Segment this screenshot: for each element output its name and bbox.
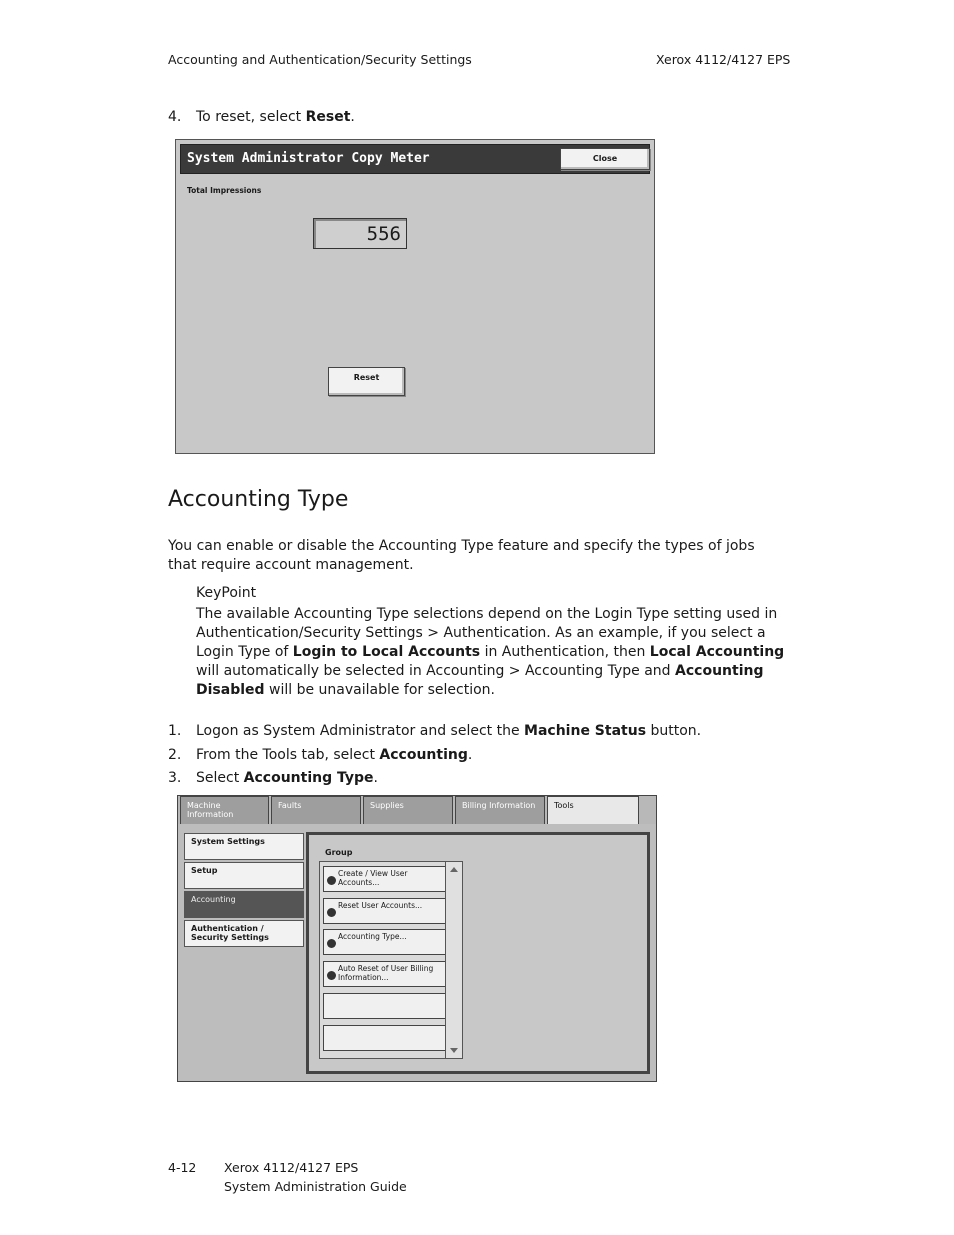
list-item-empty — [323, 993, 449, 1019]
reset-button[interactable]: Reset — [328, 367, 405, 396]
footer-line-2: System Administration Guide — [224, 1179, 407, 1194]
list-item-create-view-user-accounts[interactable]: Create / View User Accounts... — [323, 866, 449, 892]
tools-screen — [177, 795, 657, 1082]
scroll-up-icon[interactable] — [450, 867, 458, 872]
tab-supplies[interactable]: Supplies — [363, 796, 453, 824]
sidebar-item-authentication-security[interactable]: Authentication / Security Settings — [184, 920, 304, 947]
list-item-empty — [323, 1025, 449, 1051]
step-1-number: 1. — [168, 723, 182, 739]
arrow-up-icon — [327, 939, 336, 948]
total-impressions-value: 556 — [313, 218, 407, 249]
running-header-right: Xerox 4112/4127 EPS — [656, 52, 791, 67]
tools-panel — [178, 824, 656, 1081]
footer-line-1: Xerox 4112/4127 EPS — [224, 1160, 359, 1175]
step-4-number: 4. — [168, 109, 182, 125]
group-label: Group — [325, 848, 353, 857]
total-impressions-label: Total Impressions — [187, 186, 262, 195]
tab-faults[interactable]: Faults — [271, 796, 361, 824]
list-scrollbar[interactable] — [445, 861, 463, 1059]
arrow-up-icon — [327, 971, 336, 980]
intro-paragraph: You can enable or disable the Accounting Type feature and specify the types of jobs that require account management. — [168, 538, 755, 573]
sidebar-item-accounting[interactable]: Accounting — [184, 891, 304, 918]
keypoint-label: KeyPoint — [196, 585, 257, 601]
keypoint-text: The available Accounting Type selections depend on the Login Type setting used in Authentication/Security Settings > Authentication. As an example, if you select a Login Type of Login to Local Accounts in Authentication, then Local Accounting will automatically be selected in Accounting > Accounting Type and Accounting Disabled will be unavailable for selection. — [196, 606, 785, 698]
dialog-title: System Administrator Copy Meter — [187, 151, 430, 166]
running-header-left: Accounting and Authentication/Security Settings — [168, 52, 472, 67]
list-item-accounting-type[interactable]: Accounting Type... — [323, 929, 449, 955]
tab-machine-information[interactable]: Machine Information — [180, 796, 269, 824]
step-4-text: To reset, select Reset. — [196, 109, 355, 125]
page-number: 4-12 — [168, 1160, 197, 1175]
step-2-number: 2. — [168, 747, 182, 763]
arrow-up-icon — [327, 908, 336, 917]
sidebar-item-system-settings[interactable]: System Settings — [184, 833, 304, 860]
step-1-text: Logon as System Administrator and select the Machine Status button. — [196, 723, 702, 739]
list-item-reset-user-accounts[interactable]: Reset User Accounts... — [323, 898, 449, 924]
step-3-number: 3. — [168, 770, 182, 786]
sidebar-item-setup[interactable]: Setup — [184, 862, 304, 889]
dialog-titlebar — [180, 144, 650, 174]
tab-billing-information[interactable]: Billing Information — [455, 796, 545, 824]
step-3-text: Select Accounting Type. — [196, 770, 378, 786]
close-button[interactable]: Close — [560, 148, 650, 170]
tab-tools[interactable]: Tools — [547, 796, 639, 824]
copy-meter-dialog — [175, 139, 655, 454]
step-2-text: From the Tools tab, select Accounting. — [196, 747, 473, 763]
group-list — [319, 861, 457, 1059]
group-panel — [306, 832, 650, 1074]
arrow-up-icon — [327, 876, 336, 885]
scroll-down-icon[interactable] — [450, 1048, 458, 1053]
list-item-auto-reset-billing[interactable]: Auto Reset of User Billing Information... — [323, 961, 449, 987]
section-title: Accounting Type — [168, 487, 349, 512]
